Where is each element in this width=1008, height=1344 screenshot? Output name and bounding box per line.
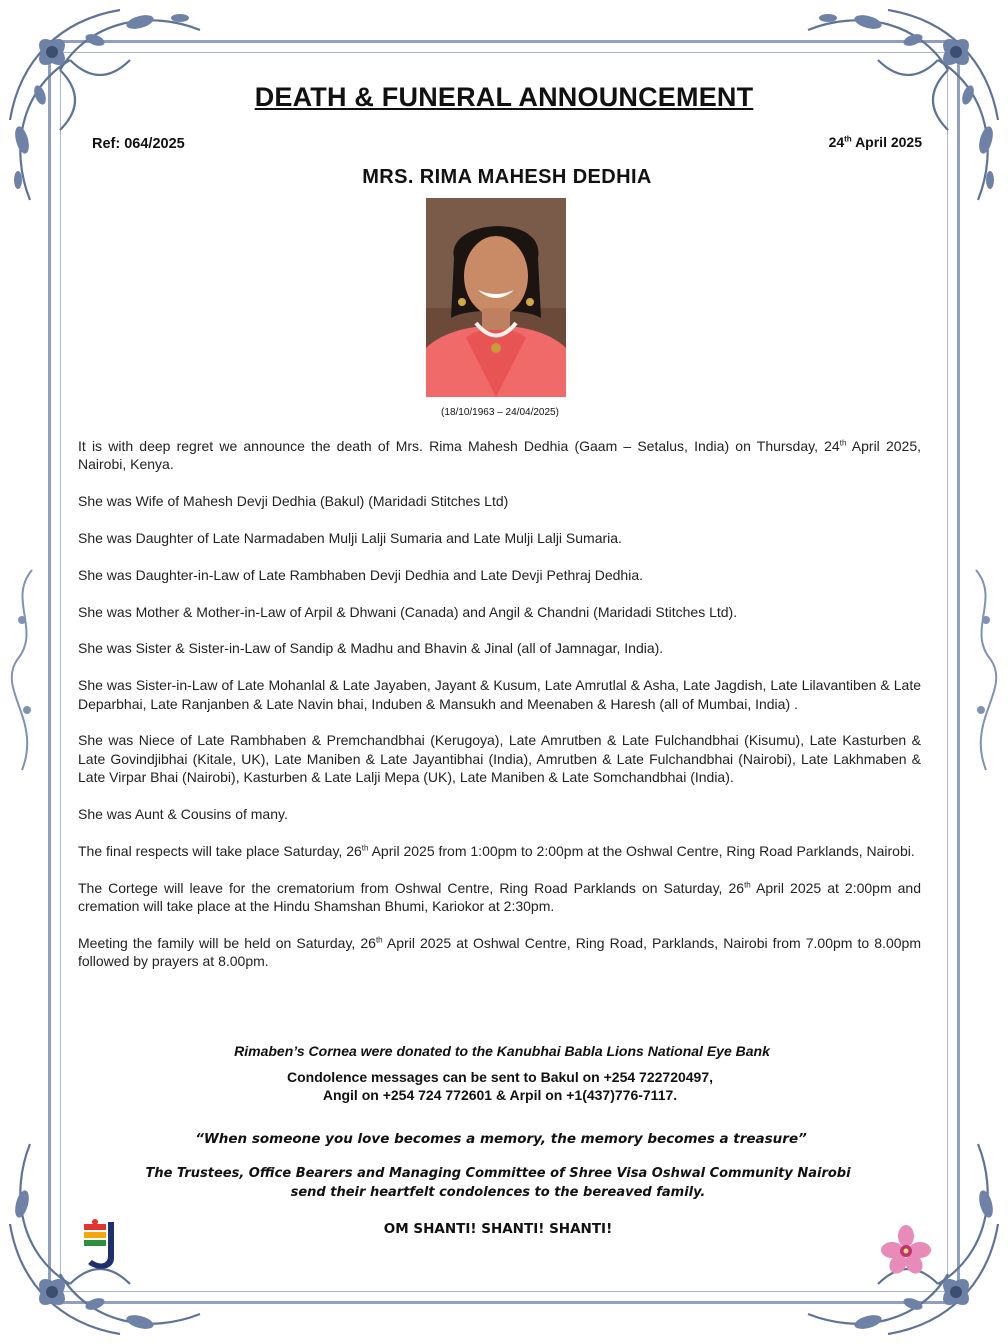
condolence-line-2: Angil on +254 724 772601 & Arpil on +1(437)776-7117. [322, 1087, 678, 1104]
floral-corner-ornament-top-right [768, 0, 1008, 240]
deceased-name: MRS. RIMA MAHESH DEDHIA [362, 166, 652, 188]
community-logo-icon [80, 1218, 120, 1274]
trustees-line-1: The Trustees, Office Bearers and Managing Committee of Shree Visa Oshwal Community Nairobi [145, 1166, 851, 1181]
trustees-line-2: send their heartfelt condolences to the bereaved family. [290, 1185, 706, 1200]
paragraph-sister: She was Sister & Sister-in-Law of Sandip & Madhu and Bhavin & Jinal (all of Jamnagar, India). [78, 640, 664, 657]
paragraph-daughter-in-law: She was Daughter-in-Law of Late Rambhaben Devji Dedhia and Late Devji Pethraj Dedhia. [78, 566, 643, 583]
floral-corner-ornament-top-left [0, 0, 240, 240]
memorial-quote: “When someone you love becomes a memory, the memory becomes a treasure” [195, 1131, 807, 1147]
paragraph-niece: She was Niece of Late Rambhaben & Premchandbhai (Kerugoya), Late Amrutben & Late Fulchandbhai (Kisumu), Late Kasturben & Late Govindjibhai (Kitale, UK), Late Maniben & Late Jayantibhai (India), Amrutben & Late Fulchandbhai (Nairobi), Late Lakhmaben & Late Virpar Bhai (Nairobi), Kasturben & Late Lalji Mepa (UK), Late Maniben & Late Somchandbhai (India). [78, 732, 921, 786]
paragraph-family-meeting: Meeting the family will be held on Saturday, 26th April 2025 at Oshwal Centre, Ring Road, Parklands, Nairobi from 7.00pm to 8.00pm followed by prayers at 8.00pm. [78, 934, 921, 970]
cornea-donation-note: Rimaben’s Cornea were donated to the Kanubhai Babla Lions National Eye Bank [234, 1043, 770, 1059]
paragraph-daughter: She was Daughter of Late Narmadaben Mulji Lalji Sumaria and Late Mulji Lalji Sumaria. [78, 530, 622, 546]
page-title: DEATH & FUNERAL ANNOUNCEMENT [254, 82, 754, 112]
side-swirl-ornament-right [960, 560, 1006, 780]
reference-number: Ref: 064/2025 [92, 136, 185, 152]
announcement-date: 24th April 2025 [828, 134, 922, 150]
paragraph-sister-in-law: She was Sister-in-Law of Late Mohanlal & Late Jayaben, Jayant & Kusum, Late Amrutlal & Asha, Late Jagdish, Late Lilavantiben & Late Deparbhai, Late Ranjanben & Late Navin bhai, Induben & Mansukh and Meenaben & Haresh (all of Mumbai, India) . [78, 677, 921, 712]
paragraph-death-notice: It is with deep regret we announce the death of Mrs. Rima Mahesh Dedhia (Gaam – Setalus, India) on Thursday, 24th April 2025, Nairobi, Kenya. [78, 438, 921, 473]
portrait-photo [426, 198, 566, 397]
paragraph-mother: She was Mother & Mother-in-Law of Arpil & Dhwani (Canada) and Angil & Chandni (Maridadi Stitches Ltd). [78, 603, 738, 620]
paragraph-final-respects: The final respects will take place Saturday, 26th April 2025 from 1:00pm to 2:00pm at the Oshwal Centre, Ring Road Parklands, Nairobi. [78, 842, 915, 859]
side-swirl-ornament-left [2, 560, 48, 780]
life-dates: (18/10/1963 – 24/04/2025) [441, 407, 559, 418]
trustees-message [0, 1164, 996, 1202]
paragraph-aunt: She was Aunt & Cousins of many. [78, 806, 288, 822]
paragraph-cortege: The Cortege will leave for the crematorium from Oshwal Centre, Ring Road Parklands on Saturday, 26th April 2025 at 2:00pm and cremation will take place at the Hindu Shamshan Bhumi, Kariokor at 2:30pm. [78, 879, 922, 914]
orchid-flower-icon [880, 1224, 932, 1276]
closing-prayer: OM SHANTI! SHANTI! SHANTI! [383, 1221, 613, 1237]
announcement-body [78, 437, 921, 989]
condolence-contacts [0, 1068, 1000, 1105]
paragraph-wife: She was Wife of Mahesh Devji Dedhia (Bakul) (Maridadi Stitches Ltd) [78, 493, 509, 510]
condolence-line-1: Condolence messages can be sent to Bakul on +254 722720497, [286, 1069, 714, 1085]
